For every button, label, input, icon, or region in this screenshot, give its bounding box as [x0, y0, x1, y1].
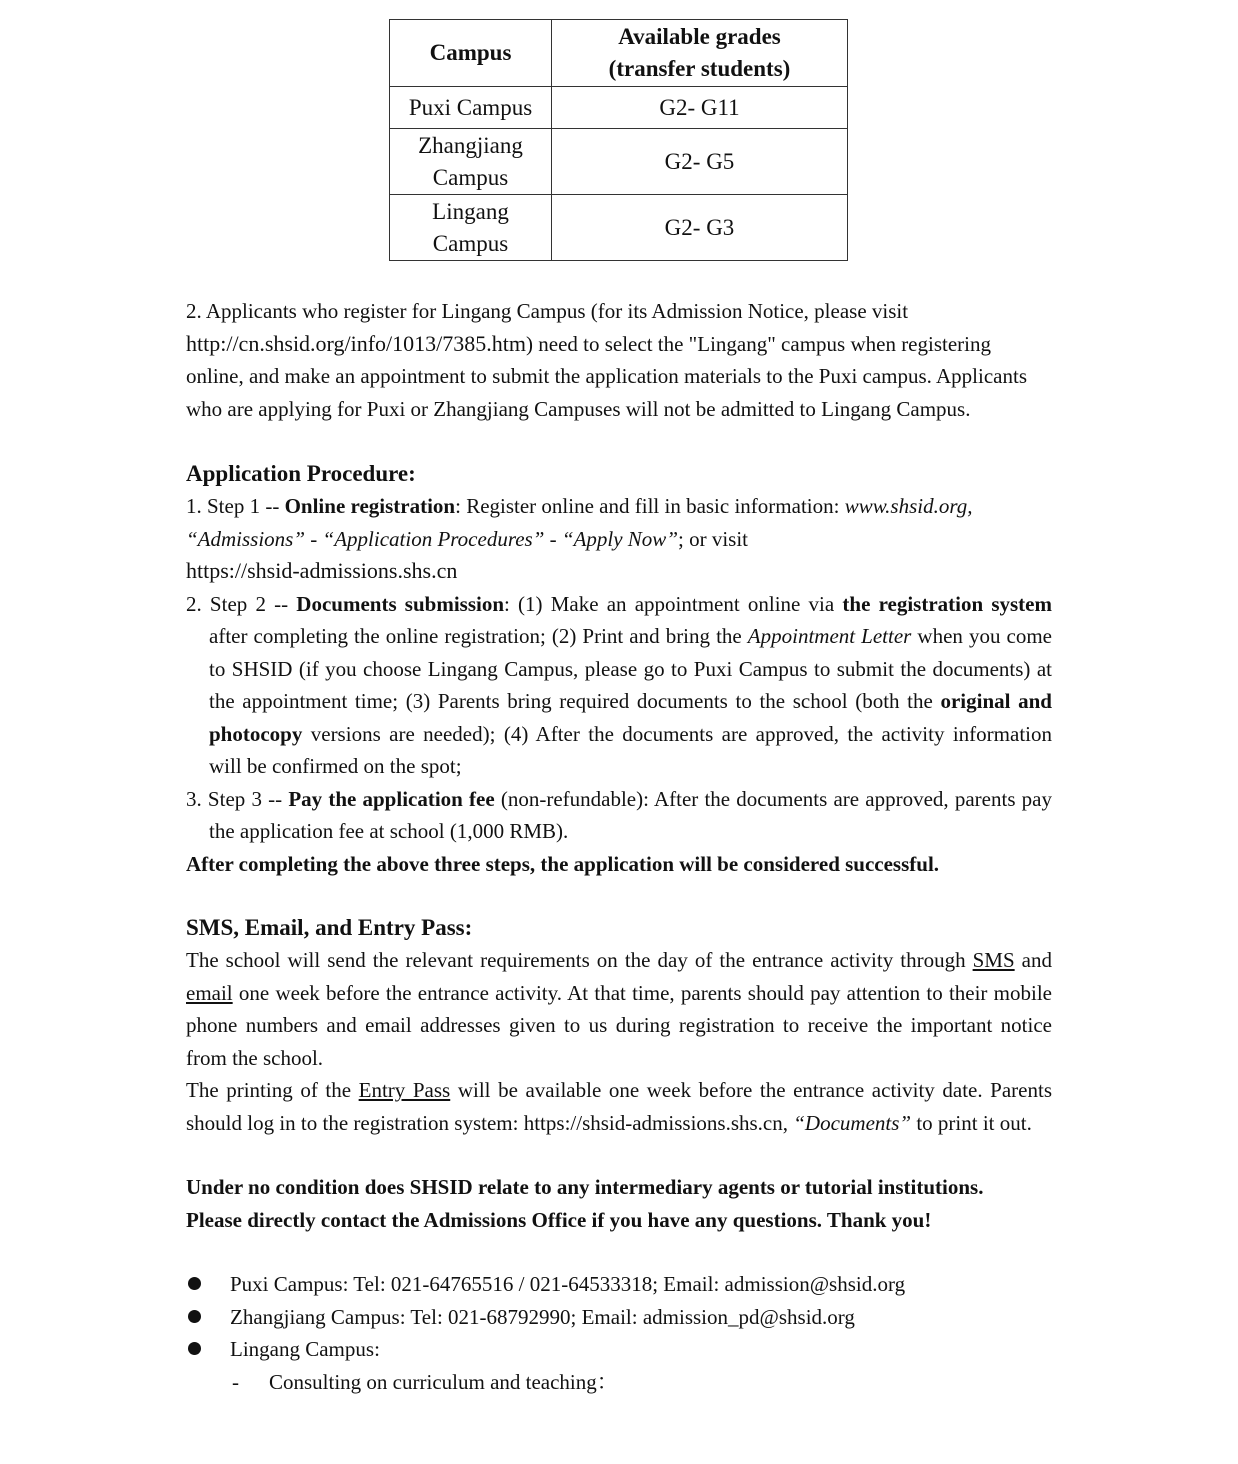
header-available-grades: Available grades (transfer students): [552, 20, 848, 87]
grades-cell: G2- G3: [552, 195, 848, 261]
warning-line-1: Under no condition does SHSID relate to any intermediary agents or tutorial institutions.: [186, 1175, 984, 1199]
table-header-row: [390, 20, 848, 87]
campus-grades-table: [389, 19, 848, 261]
header-campus: Campus: [390, 20, 552, 87]
bullet-icon: [188, 1342, 201, 1355]
table-row: [390, 129, 848, 195]
campus-cell: Zhangjiang Campus: [390, 129, 552, 195]
list-item: Lingang Campus:: [186, 1333, 1052, 1366]
table-row: [390, 87, 848, 129]
list-item: Zhangjiang Campus: Tel: 021-68792990; Email: admission_pd@shsid.org: [186, 1301, 1052, 1334]
document-body: [186, 295, 1052, 1398]
bullet-icon: [188, 1310, 201, 1323]
sms-heading: SMS, Email, and Entry Pass:: [186, 915, 473, 940]
warning-line-2: Please directly contact the Admissions Office if you have any questions. Thank you!: [186, 1207, 932, 1232]
procedure-heading: Application Procedure:: [186, 461, 416, 486]
grades-cell: G2- G5: [552, 129, 848, 195]
sub-list-item: - Consulting on curriculum and teaching：: [186, 1366, 1052, 1399]
procedure-step-3: 3. Step 3 -- Pay the application fee (non-refundable): After the documents are approved, parents pay the application fee at school (1,000 RMB).: [186, 786, 1052, 843]
procedure-step-1: 1. Step 1 -- Online registration: Register online and fill in basic information: www.shsid.org, “Admissions” - “Application Procedures” - “Apply Now”; or visit https://shsid-admissions.shs.cn: [186, 494, 973, 583]
campus-cell: Lingang Campus: [390, 195, 552, 261]
grades-cell: G2- G11: [552, 87, 848, 129]
list-item: Puxi Campus: Tel: 021-64765516 / 021-64533318; Email: admission@shsid.org: [186, 1268, 1052, 1301]
contact-list: [186, 1268, 1052, 1366]
bullet-icon: [188, 1277, 201, 1290]
procedure-conclusion: After completing the above three steps, the application will be considered successful.: [186, 851, 940, 876]
registration-link[interactable]: https://shsid-admissions.shs.cn: [186, 558, 458, 583]
lingang-note: 2. Applicants who register for Lingang Campus (for its Admission Notice, please visit http://cn.shsid.org/info/1013/7385.htm) need to select the "Lingang" campus when registering online, and make an appointment to submit the application materials to the Puxi campus. Applicants who are applying for Puxi or Zhangjiang Campuses will not be admitted to Lingang Campus.: [186, 299, 1027, 421]
dash-marker: -: [232, 1369, 239, 1394]
lingang-notice-link[interactable]: http://cn.shsid.org/info/1013/7385.htm: [186, 330, 526, 356]
entry-pass-paragraph: The printing of the Entry Pass will be available one week before the entrance activity date. Parents should log in to the registration system: https://shsid-admissions.shs.cn, “Documents” to print it out.: [186, 1078, 1053, 1135]
table-row: [390, 195, 848, 261]
procedure-step-2: 2. Step 2 -- Documents submission: (1) Make an appointment online via the registration system after completing the online registration; (2) Print and bring the Appointment Letter when you come to SHSID (if you choose Lingang Campus, please go to Puxi Campus to submit the documents) at the appointment time; (3) Parents bring required documents to the school (both the original and photocopy versions are needed); (4) After the documents are approved, the activity information will be confirmed on the spot;: [186, 591, 1052, 778]
sms-paragraph: The school will send the relevant requirements on the day of the entrance activity through SMS and email one week before the entrance activity. At that time, parents should pay attention to their mobile phone numbers and email addresses given to us during registration to receive the important notice from the school.: [186, 948, 1052, 1070]
campus-cell: Puxi Campus: [390, 87, 552, 129]
